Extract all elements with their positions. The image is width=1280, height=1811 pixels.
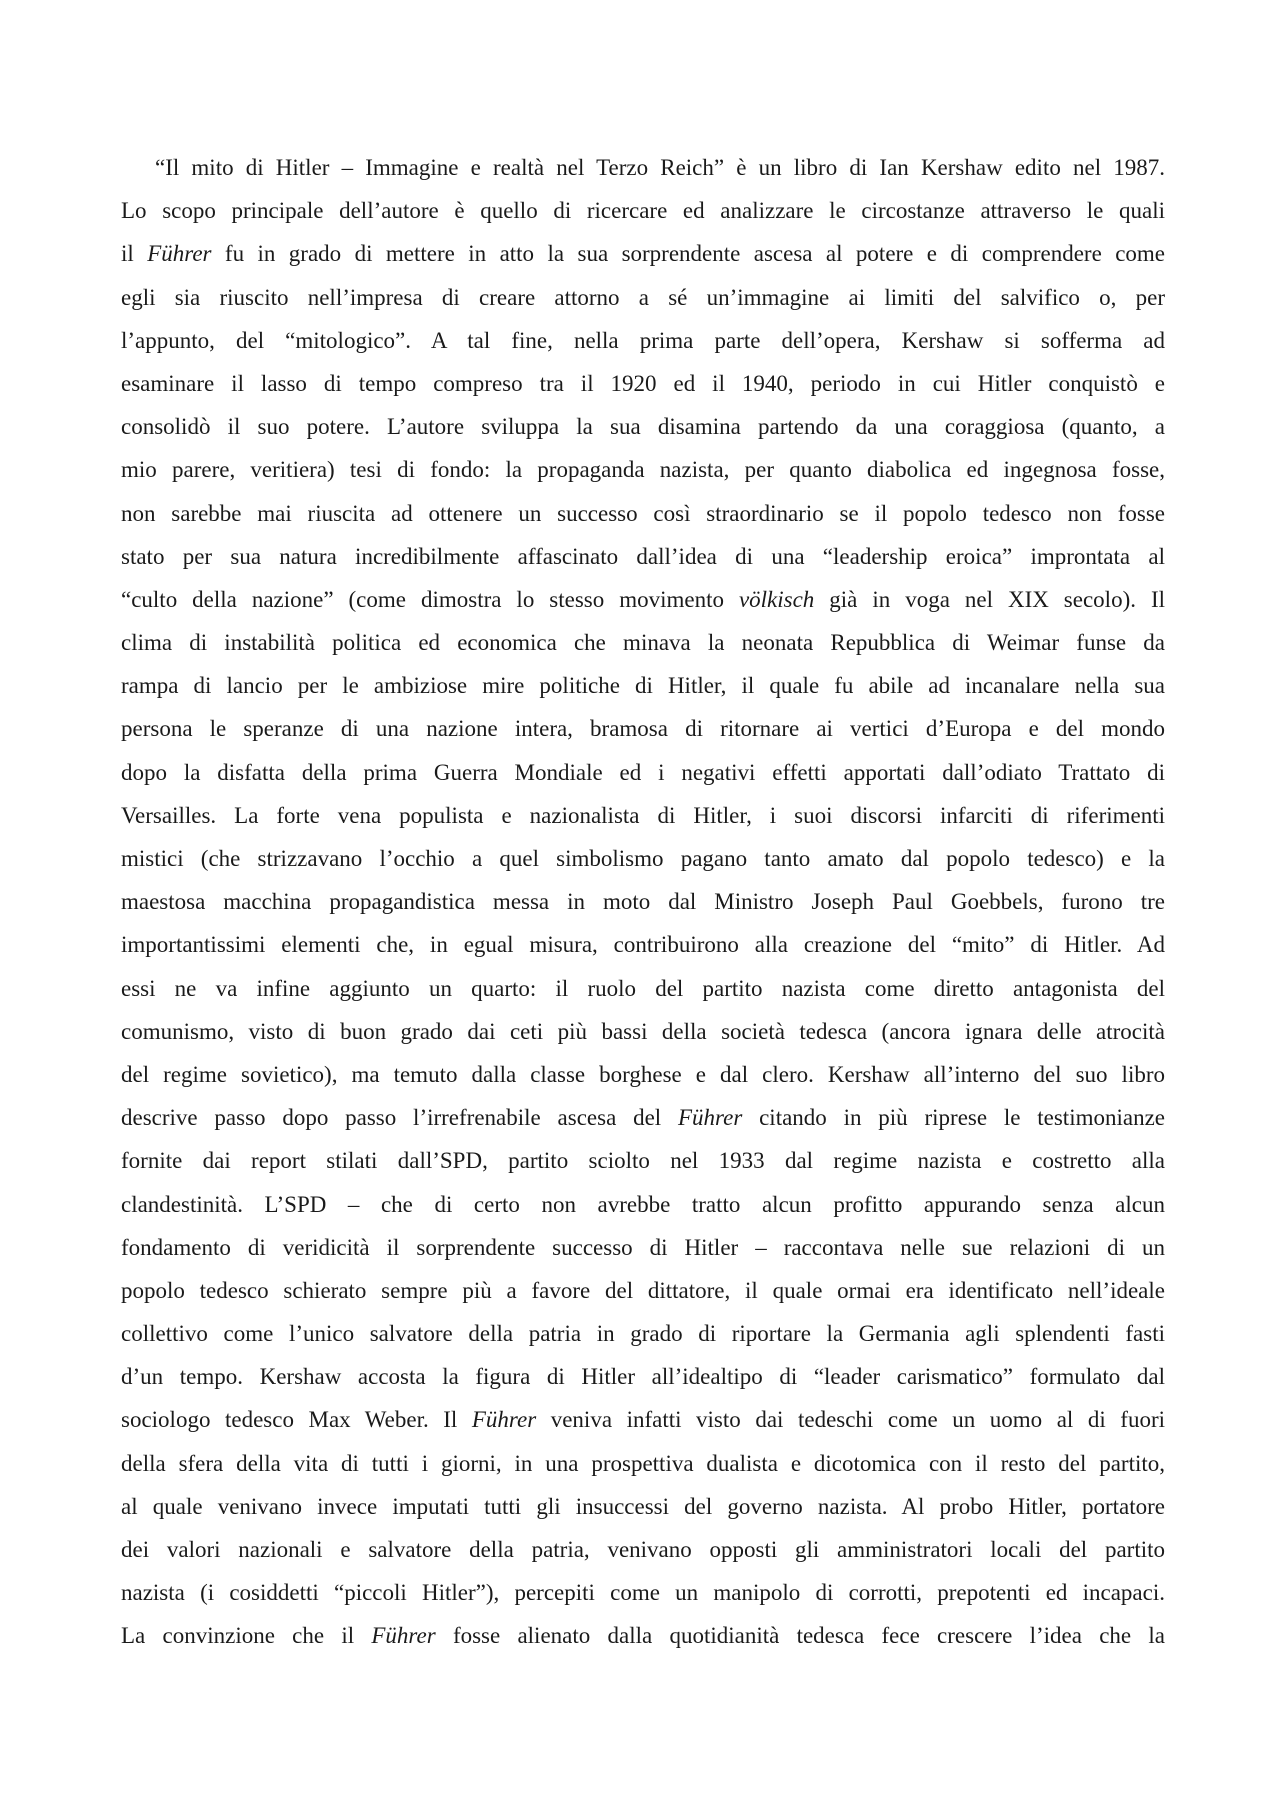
text-run: dopo la disfatta della prima Guerra Mondiale ed i negativi effetti apportati dall’odiato Trattato di (121, 759, 1165, 785)
text-line (121, 707, 1165, 750)
italic-text-run: Führer (371, 1623, 436, 1649)
italic-text-run: Führer (471, 1407, 537, 1433)
body-paragraph (121, 146, 1165, 1658)
text-line (121, 837, 1165, 880)
text-line (121, 621, 1165, 664)
italic-text-run: Führer (677, 1105, 743, 1131)
text-run: consolidò il suo potere. L’autore sviluppa la sua disamina partendo da una coraggiosa (quanto, a (121, 414, 1165, 440)
text-line (121, 1183, 1165, 1226)
text-run: importantissimi elementi che, in egual misura, contribuirono alla creazione del “mito” di Hitler. Ad (121, 932, 1165, 958)
text-run: al quale venivano invece imputati tutti gli insuccessi del governo nazista. Al probo Hitler, portatore (121, 1493, 1165, 1519)
text-line (121, 751, 1165, 794)
text-line (121, 1053, 1165, 1096)
text-run: essi ne va infine aggiunto un quarto: il ruolo del partito nazista come diretto antagonista del (121, 975, 1165, 1001)
text-run: maestosa macchina propagandistica messa in moto dal Ministro Joseph Paul Goebbels, furono tre (121, 889, 1165, 915)
text-line (121, 1096, 1165, 1139)
text-run: comunismo, visto di buon grado dai ceti più bassi della società tedesca (ancora ignara delle atrocità (121, 1018, 1165, 1044)
text-run: clandestinità. L’SPD – che di certo non avrebbe tratto alcun profitto appurando senza alcun (121, 1191, 1165, 1217)
text-run: rampa di lancio per le ambiziose mire politiche di Hitler, il quale fu abile ad incanalare nella sua (121, 673, 1165, 699)
text-run: sociologo tedesco Max Weber. Il (121, 1407, 472, 1433)
text-line (121, 794, 1165, 837)
text-run: della sfera della vita di tutti i giorni, in una prospettiva dualista e dicotomica con il resto del partito, (121, 1450, 1165, 1476)
text-run: esaminare il lasso di tempo compreso tra il 1920 ed il 1940, periodo in cui Hitler conquistò e (121, 370, 1165, 396)
text-line (121, 1355, 1165, 1398)
text-line (121, 146, 1165, 189)
text-run: l’appunto, del “mitologico”. A tal fine, nella prima parte dell’opera, Kershaw si sofferma ad (121, 327, 1165, 353)
italic-text-run: völkisch (738, 586, 815, 612)
text-run: descrive passo dopo passo l’irrefrenabile ascesa del (121, 1105, 678, 1131)
text-run: mio parere, veritiera) tesi di fondo: la propaganda nazista, per quanto diabolica ed ingegnosa fosse, (121, 457, 1165, 483)
text-run: veniva infatti visto dai tedeschi come un uomo al di fuori (536, 1407, 1165, 1433)
text-line (121, 535, 1165, 578)
text-run: persona le speranze di una nazione intera, bramosa di ritornare ai vertici d’Europa e del mondo (121, 716, 1165, 742)
text-run: fosse alienato dalla quotidianità tedesca fece crescere l’idea che la (435, 1623, 1165, 1649)
text-run: collettivo come l’unico salvatore della patria in grado di riportare la Germania agli splendenti fasti (121, 1321, 1165, 1347)
text-line (121, 967, 1165, 1010)
text-run: stato per sua natura incredibilmente affascinato dall’idea di una “leadership eroica” improntata al (121, 543, 1165, 569)
text-run: citando in più riprese le testimonianze (742, 1105, 1165, 1131)
text-line (121, 319, 1165, 362)
text-run: nazista (i cosiddetti “piccoli Hitler”), percepiti come un manipolo di corrotti, prepotenti ed incapaci. (121, 1580, 1165, 1606)
text-run: “Il mito di Hitler – Immagine e realtà nel Terzo Reich” è un libro di Ian Kershaw edito nel 1987. (155, 155, 1165, 180)
text-run: fondamento di veridicità il sorprendente successo di Hitler – raccontava nelle sue relazioni di un (121, 1234, 1165, 1260)
text-line (121, 1010, 1165, 1053)
text-line (121, 448, 1165, 491)
text-run: Lo scopo principale dell’autore è quello di ricercare ed analizzare le circostanze attraverso le quali (121, 198, 1165, 224)
text-run: del regime sovietico), ma temuto dalla classe borghese e dal clero. Kershaw all’interno del suo libro (121, 1061, 1165, 1087)
text-line (121, 362, 1165, 405)
text-line (121, 1614, 1165, 1657)
text-run: non sarebbe mai riuscita ad ottenere un successo così straordinario se il popolo tedesco non fosse (121, 500, 1165, 526)
text-line (121, 232, 1165, 275)
text-run: La convinzione che il (121, 1623, 372, 1649)
text-run: mistici (che strizzavano l’occhio a quel simbolismo pagano tanto amato dal popolo tedesco) e la (121, 846, 1165, 871)
text-line (121, 880, 1165, 923)
text-line (121, 1312, 1165, 1355)
text-run: fu in grado di mettere in atto la sua sorprendente ascesa al potere e di comprendere come (211, 241, 1165, 267)
text-line (121, 492, 1165, 535)
text-run: “culto della nazione” (come dimostra lo stesso movimento (121, 586, 739, 612)
text-line (121, 1571, 1165, 1614)
text-run: fornite dai report stilati dall’SPD, partito sciolto nel 1933 dal regime nazista e costretto alla (121, 1148, 1165, 1174)
text-line (121, 578, 1165, 621)
text-line (121, 1139, 1165, 1182)
text-run: clima di instabilità politica ed economica che minava la neonata Repubblica di Weimar funse da (121, 630, 1165, 656)
text-run: d’un tempo. Kershaw accosta la figura di Hitler all’idealtipo di “leader carismatico” formulato dal (121, 1364, 1165, 1390)
text-run: popolo tedesco schierato sempre più a favore del dittatore, il quale ormai era identificato nell’ideale (121, 1277, 1165, 1303)
italic-text-run: Führer (147, 241, 212, 267)
text-line (121, 923, 1165, 966)
text-line (121, 1269, 1165, 1312)
text-run: già in voga nel XIX secolo). Il (814, 586, 1165, 612)
text-line (121, 405, 1165, 448)
text-run: egli sia riuscito nell’impresa di creare attorno a sé un’immagine ai limiti del salvifico o, per (121, 284, 1165, 310)
text-run: dei valori nazionali e salvatore della patria, venivano opposti gli amministratori locali del partito (121, 1537, 1165, 1562)
text-line (121, 276, 1165, 319)
text-line (121, 1528, 1165, 1571)
text-line (121, 1226, 1165, 1269)
text-line (121, 1398, 1165, 1441)
text-line (121, 1442, 1165, 1485)
text-run: Versailles. La forte vena populista e nazionalista di Hitler, i suoi discorsi infarciti di riferimenti (121, 802, 1165, 828)
text-line (121, 1485, 1165, 1528)
text-line (121, 189, 1165, 232)
text-line (121, 664, 1165, 707)
text-run: il (121, 241, 148, 267)
